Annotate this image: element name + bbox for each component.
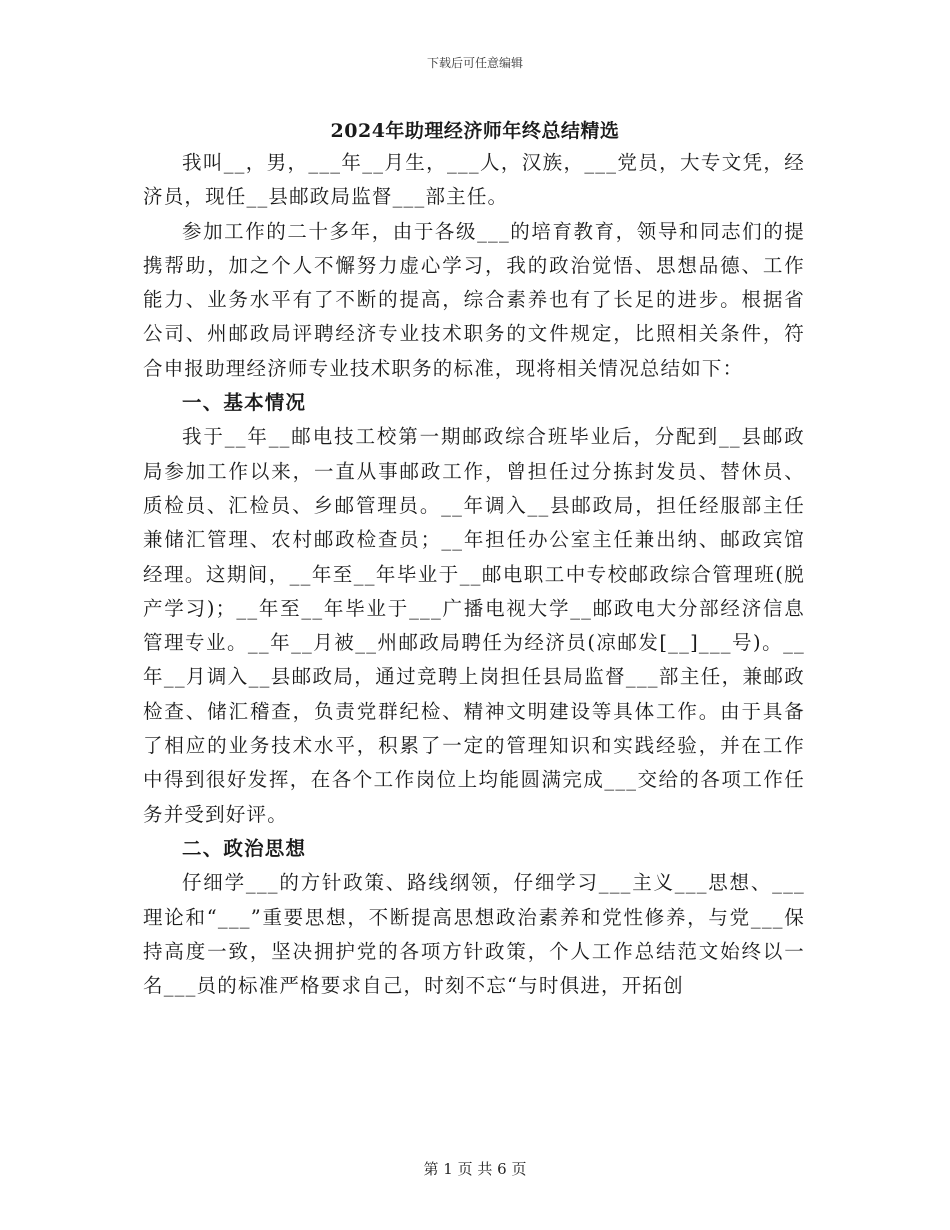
section-heading-political-thought: 二、政治思想	[182, 836, 307, 860]
paragraph-intro: 我叫__，男，___年__月生，___人，汉族，___党员，大专文凭，经济员，现任__县邮政局监督___部主任。	[143, 151, 805, 209]
header-note: 下载后可任意编辑	[426, 56, 523, 70]
paragraph-political-thought: 仔细学___的方针政策、路线纲领，仔细学习___主义___思想、___理论和“___”重要思想，不断提高思想政治素养和党性修养，与党___保持高度一致，坚决拥护党的各项方针政策，个人工作总结范文始终以一名___员的标准严格要求自己，时刻不忘“与时俱进，开拓创	[143, 871, 805, 998]
paragraph-basic-info: 我于__年__邮电技工校第一期邮政综合班毕业后，分配到__县邮政局参加工作以来，一直从事邮政工作，曾担任过分拣封发员、替休员、质检员、汇检员、乡邮管理员。__年调入__县邮政局，担任经服部主任兼储汇管理、农村邮政检查员；__年担任办公室主任兼出纳、邮政宾馆经理。这期间，__年至__年毕业于__邮电职工中专校邮政综合管理班(脱产学习)；__年至__年毕业于___广播电视大学__邮政电大分部经济信息管理专业。__年__月被__州邮政局聘任为经济员(凉邮发[__]___号)。__年__月调入__县邮政局，通过竞聘上岗担任县局监督___部主任，兼邮政检查、储汇稽查，负责党群纪检、精神文明建设等具体工作。由于具备了相应的业务技术水平，积累了一定的管理知识和实践经验，并在工作中得到很好发挥，在各个工作岗位上均能圆满完成___交给的各项工作任务并受到好评。	[143, 425, 805, 826]
document-title: 2024年助理经济师年终总结精选	[330, 120, 620, 142]
page-footer: 第 1 页 共 6 页	[423, 1160, 527, 1178]
section-heading-basic-info: 一、基本情况	[182, 391, 307, 415]
document-body	[143, 146, 805, 1003]
paragraph-background: 参加工作的二十多年，由于各级___的培育教育，领导和同志们的提携帮助，加之个人不懈努力虚心学习，我的政治觉悟、思想品德、工作能力、业务水平有了不断的提高，综合素养也有了长足的进步。根据省公司、州邮政局评聘经济专业技术职务的文件规定，比照相关条件，符合申报助理经济师专业技术职务的标准，现将相关情况总结如下：	[143, 219, 805, 380]
